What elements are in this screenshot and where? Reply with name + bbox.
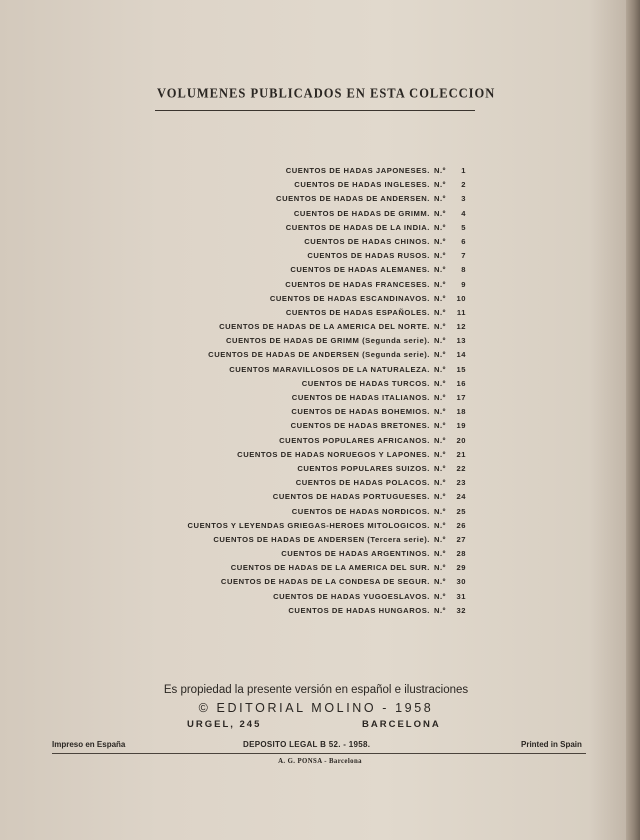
volume-number-label: N.º [433, 378, 446, 388]
volume-number: 27 [456, 534, 466, 544]
volume-number: 29 [456, 563, 466, 573]
volume-number: 8 [461, 265, 466, 275]
volume-title: CUENTOS DE HADAS JAPONESES. [285, 166, 430, 175]
volume-number: 32 [456, 605, 466, 615]
page-title: VOLUMENES PUBLICADOS EN ESTA COLECCION [157, 85, 496, 101]
volume-title: CUENTOS DE HADAS TURCOS. [301, 378, 430, 388]
volume-entry [140, 391, 466, 405]
volume-number: 5 [461, 222, 466, 232]
volume-number-label: N.º [433, 364, 446, 374]
volume-number-label: N.º [433, 166, 446, 175]
volume-number-label: N.º [433, 293, 446, 303]
volume-number-label: N.º [433, 421, 446, 431]
volume-title: CUENTOS DE HADAS RUSOS. [307, 251, 430, 261]
volume-number-label: N.º [433, 478, 446, 488]
volume-number: 3 [461, 194, 466, 204]
volume-number-label: N.º [433, 520, 446, 530]
volume-title: CUENTOS MARAVILLOSOS DE LA NATURALEZA. [229, 364, 430, 374]
publisher-name: © EDITORIAL MOLINO - 1958 [198, 701, 434, 715]
volume-number-label: N.º [433, 236, 446, 246]
volume-title: CUENTOS DE HADAS DE LA AMERICA DEL SUR. [230, 563, 430, 573]
volume-number-label: N.º [433, 435, 446, 445]
volume-title: CUENTOS DE HADAS ITALIANOS. [291, 393, 430, 402]
volume-title: CUENTOS DE HADAS HUNGAROS. [288, 605, 430, 615]
volume-title: CUENTOS DE HADAS ALEMANES. [290, 265, 430, 275]
volume-title: CUENTOS DE HADAS BOHEMIOS. [291, 407, 430, 417]
volume-entry [140, 476, 466, 490]
volume-number: 15 [456, 364, 466, 374]
volume-entry [140, 363, 466, 377]
volume-title: CUENTOS POPULARES SUIZOS. [297, 463, 430, 473]
volume-entry [140, 490, 466, 504]
volume-entry [140, 348, 466, 362]
title-underline [155, 110, 475, 111]
volume-entry [140, 320, 466, 334]
volume-number: 2 [461, 180, 466, 190]
volume-title: CUENTOS POPULARES AFRICANOS. [279, 435, 430, 445]
volume-title: CUENTOS DE HADAS NORUEGOS Y LAPONES. [237, 449, 430, 459]
printer-credit: A. G. PONSA - Barcelona [278, 758, 362, 765]
volume-entry [140, 575, 466, 589]
volume-number-label: N.º [433, 279, 446, 289]
legal-deposit: DEPOSITO LEGAL B 52. - 1958. [243, 740, 371, 749]
volume-number-label: N.º [433, 350, 446, 360]
footer-rule [52, 753, 586, 754]
volume-entry [140, 590, 466, 604]
volume-number-label: N.º [433, 591, 446, 601]
volume-entry [140, 334, 466, 348]
publisher-city: BARCELONA [362, 719, 441, 730]
volume-number: 24 [456, 492, 466, 502]
volume-number-label: N.º [433, 251, 446, 261]
volume-number: 13 [456, 336, 466, 346]
volume-number-label: N.º [433, 180, 446, 190]
volume-entry [140, 306, 466, 320]
volume-number-label: N.º [433, 506, 446, 516]
volume-number-label: N.º [433, 463, 446, 473]
volume-entry [140, 405, 466, 419]
printed-in-spain-en: Printed in Spain [521, 740, 582, 749]
volume-title: CUENTOS DE HADAS DE LA AMERICA DEL NORTE. [219, 322, 430, 332]
volume-number: 31 [456, 591, 466, 601]
volume-entry [140, 377, 466, 391]
volume-number: 30 [456, 577, 466, 587]
volume-number: 11 [456, 307, 466, 317]
volume-title: CUENTOS DE HADAS DE LA INDIA. [285, 222, 430, 232]
volume-number-label: N.º [433, 208, 446, 218]
volume-number: 22 [456, 463, 466, 473]
volume-number: 9 [461, 279, 466, 289]
volume-entry [140, 533, 466, 547]
volume-number: 20 [456, 435, 466, 445]
volume-number-label: N.º [433, 577, 446, 587]
volume-number: 17 [456, 393, 466, 402]
volume-title: CUENTOS DE HADAS BRETONES. [290, 421, 430, 431]
volume-title: CUENTOS DE HADAS FRANCESES. [285, 279, 430, 289]
volume-entry [140, 519, 466, 533]
volume-number-label: N.º [433, 322, 446, 332]
property-notice: Es propiedad la presente versión en español e ilustraciones [163, 684, 469, 696]
volume-entry [140, 561, 466, 575]
volume-number-label: N.º [433, 605, 446, 615]
volume-title: CUENTOS DE HADAS PORTUGUESES. [272, 492, 430, 502]
volume-title: CUENTOS DE HADAS INGLESES. [294, 180, 430, 190]
volume-number-label: N.º [433, 563, 446, 573]
volume-title: CUENTOS DE HADAS DE ANDERSEN (Tercera serie). [213, 534, 430, 544]
volume-number: 26 [456, 520, 466, 530]
volume-number: 19 [456, 421, 466, 431]
volume-title: CUENTOS DE HADAS NORDICOS. [291, 506, 430, 516]
volume-number: 16 [456, 378, 466, 388]
volume-title: CUENTOS DE HADAS ESPAÑOLES. [285, 307, 430, 317]
publisher-address: URGEL, 245 [187, 719, 262, 730]
volume-title: CUENTOS DE HADAS CHINOS. [304, 236, 430, 246]
volume-number: 18 [456, 407, 466, 417]
volume-number: 21 [456, 449, 466, 459]
volume-entry [140, 505, 466, 519]
volume-entry [140, 263, 466, 277]
volume-number-label: N.º [433, 393, 446, 402]
volume-number: 12 [456, 322, 466, 332]
volume-entry [140, 462, 466, 476]
volume-title: CUENTOS DE HADAS DE ANDERSEN. [276, 194, 430, 204]
volume-entry [140, 434, 466, 448]
volume-number-label: N.º [433, 194, 446, 204]
volume-number: 4 [461, 208, 466, 218]
volume-title: CUENTOS DE HADAS DE GRIMM. [293, 208, 430, 218]
volume-title: CUENTOS DE HADAS DE LA CONDESA DE SEGUR. [220, 577, 430, 587]
printed-in-spain-es: Impreso en España [52, 740, 126, 749]
volume-number-label: N.º [433, 449, 446, 459]
volume-entry [140, 604, 466, 618]
volume-number-label: N.º [433, 549, 446, 559]
volume-title: CUENTOS DE HADAS DE ANDERSEN (Segunda serie). [208, 350, 430, 360]
volume-number: 1 [461, 166, 466, 175]
volume-entry [140, 164, 466, 178]
volume-entry [140, 419, 466, 433]
volume-number-label: N.º [433, 307, 446, 317]
volume-number-label: N.º [433, 534, 446, 544]
volume-number-label: N.º [433, 336, 446, 346]
volume-number: 7 [461, 251, 466, 261]
volume-title: CUENTOS DE HADAS DE GRIMM (Segunda serie). [226, 336, 430, 346]
volume-number-label: N.º [433, 407, 446, 417]
volume-entry [140, 292, 466, 306]
volume-entry [140, 448, 466, 462]
volume-entry [140, 207, 466, 221]
volume-entry [140, 221, 466, 235]
volume-title: CUENTOS DE HADAS YUGOESLAVOS. [273, 591, 430, 601]
volume-list [140, 164, 466, 618]
volume-number: 6 [461, 236, 466, 246]
volume-number: 25 [456, 506, 466, 516]
volume-number-label: N.º [433, 222, 446, 232]
volume-number: 28 [456, 549, 466, 559]
volume-entry [140, 178, 466, 192]
volume-number: 10 [456, 293, 466, 303]
volume-title: CUENTOS DE HADAS POLACOS. [295, 478, 430, 488]
volume-number: 14 [456, 350, 466, 360]
volume-title: CUENTOS Y LEYENDAS GRIEGAS-HEROES MITOLOGICOS. [187, 520, 430, 530]
volume-number-label: N.º [433, 492, 446, 502]
volume-entry [140, 249, 466, 263]
volume-number-label: N.º [433, 265, 446, 275]
volume-entry [140, 278, 466, 292]
volume-entry [140, 547, 466, 561]
volume-number: 23 [456, 478, 466, 488]
volume-title: CUENTOS DE HADAS ESCANDINAVOS. [269, 293, 430, 303]
volume-title: CUENTOS DE HADAS ARGENTINOS. [281, 549, 430, 559]
volume-entry [140, 235, 466, 249]
volume-entry [140, 192, 466, 206]
